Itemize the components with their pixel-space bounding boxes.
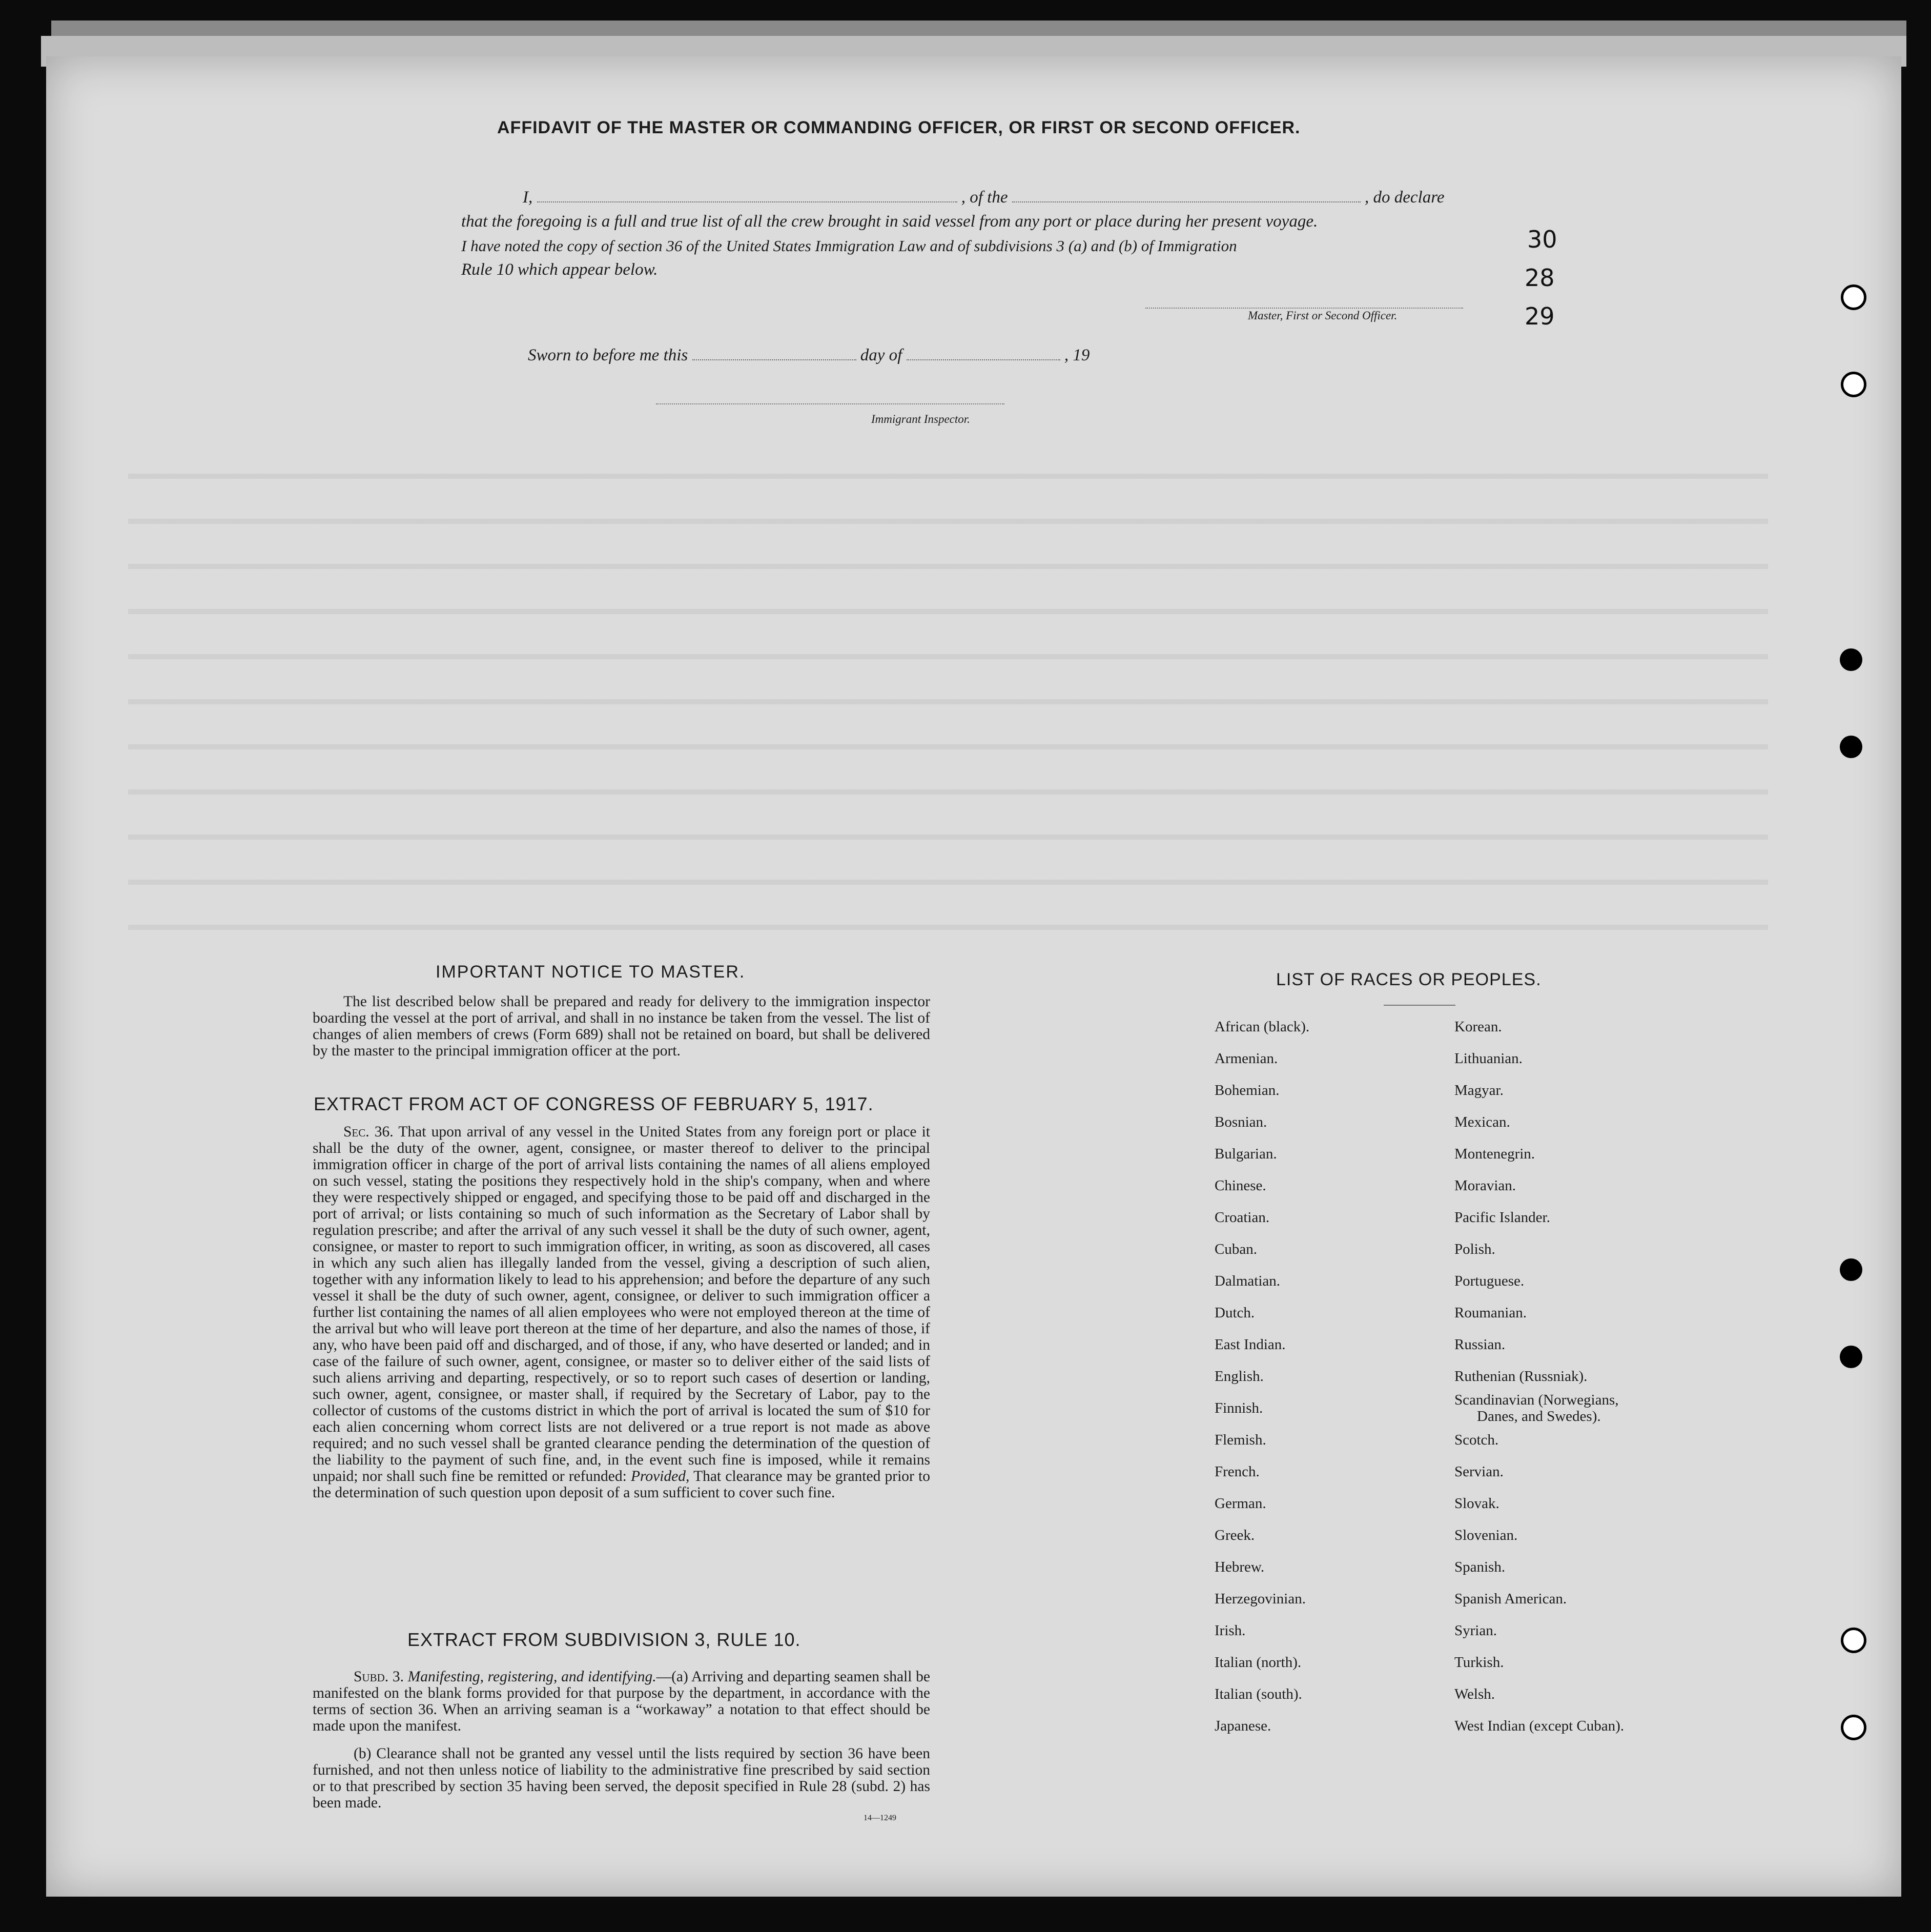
race-item: Portuguese.	[1454, 1273, 1525, 1289]
declaration-line-4: Rule 10 which appear below.	[461, 260, 658, 279]
race-item: Bosnian.	[1215, 1114, 1267, 1130]
i-label: I,	[523, 188, 533, 207]
binder-hole-icon	[1841, 284, 1866, 310]
race-item: East Indian.	[1215, 1336, 1286, 1353]
race-item: Italian (south).	[1215, 1686, 1302, 1702]
subd-heading: Manifesting, registering, and identifying.	[407, 1669, 656, 1685]
notice-text: The list described below shall be prepared and ready for delivery to the immigration inspector boarding the vessel at the port of arrival, and shall in no instance be taken from the vessel. The list of changes of alien members of crews (Form 689) shall not be retained on board, but shall be delivered by the master to the principal immigration officer at the port.	[313, 993, 930, 1059]
master-signature-line	[1145, 307, 1463, 309]
race-item: Ruthenian (Russniak).	[1454, 1368, 1588, 1385]
race-item: Scotch.	[1454, 1432, 1499, 1448]
year-label: , 19	[1064, 346, 1090, 364]
race-item: Turkish.	[1454, 1654, 1504, 1671]
inspector-caption: Immigrant Inspector.	[871, 413, 970, 425]
master-caption: Master, First or Second Officer.	[1248, 309, 1398, 322]
race-item: Cuban.	[1215, 1241, 1257, 1257]
day-of-label: day of	[860, 346, 902, 364]
race-item: Montenegrin.	[1454, 1146, 1535, 1162]
rule-extract-text-a	[313, 1669, 930, 1734]
handwritten-number-3: 29	[1525, 302, 1555, 330]
rule-extract-title: EXTRACT FROM SUBDIVISION 3, RULE 10.	[407, 1629, 801, 1650]
sworn-month-blank	[907, 346, 1060, 360]
inspector-signature-line	[656, 402, 1004, 404]
binder-hole-icon	[1840, 1346, 1862, 1368]
declaration-line-3: I have noted the copy of section 36 of the United States Immigration Law and of subdivisions 3 (a) and (b) of Immigration	[461, 237, 1237, 255]
race-item: Greek.	[1215, 1527, 1255, 1543]
act-extract-title: EXTRACT FROM ACT OF CONGRESS OF FEBRUARY 5, 1917.	[314, 1093, 874, 1114]
race-item: French.	[1215, 1463, 1260, 1480]
sworn-day-blank	[692, 346, 856, 360]
race-item: Slovak.	[1454, 1495, 1499, 1512]
sec-body-end: That clearance may be granted prior to the determination of such question upon deposit of a sum sufficient to cover such fine.	[313, 1468, 930, 1501]
act-extract-text	[313, 1124, 930, 1501]
sworn-label: Sworn to before me this	[528, 346, 688, 364]
race-item: Finnish.	[1215, 1400, 1263, 1416]
race-item: Flemish.	[1215, 1432, 1266, 1448]
binder-hole-icon	[1840, 648, 1862, 671]
name-blank	[537, 188, 957, 202]
race-item: Bohemian.	[1215, 1082, 1280, 1099]
declaration-line-1	[461, 186, 1486, 210]
sworn-line	[528, 346, 1090, 365]
races-title: LIST OF RACES OR PEOPLES.	[1276, 970, 1542, 989]
race-item: Slovenian.	[1454, 1527, 1518, 1543]
race-item: Moravian.	[1454, 1177, 1516, 1194]
race-item: Welsh.	[1454, 1686, 1495, 1702]
binder-hole-icon	[1841, 1715, 1866, 1740]
race-item: Japanese.	[1215, 1718, 1271, 1734]
race-item: Russian.	[1454, 1336, 1506, 1353]
race-item: Spanish.	[1454, 1559, 1506, 1575]
race-item: West Indian (except Cuban).	[1454, 1718, 1625, 1734]
sec-label: Sec. 36.	[343, 1124, 394, 1140]
handwritten-number-2: 28	[1525, 264, 1555, 292]
binder-hole-icon	[1840, 1258, 1862, 1281]
race-item: Dutch.	[1215, 1305, 1255, 1321]
vessel-blank	[1012, 188, 1361, 202]
race-item: Armenian.	[1215, 1050, 1278, 1067]
form-number: 14—1249	[864, 1814, 896, 1822]
race-item: Hebrew.	[1215, 1559, 1265, 1575]
bleed-through-texture	[128, 441, 1768, 953]
race-item: Lithuanian.	[1454, 1050, 1523, 1067]
race-item: African (black).	[1215, 1019, 1310, 1035]
race-item: Korean.	[1454, 1019, 1502, 1035]
sec-body: That upon arrival of any vessel in the United States from any foreign port or place it shall be the duty of the owner, agent, consignee, or master thereof to deliver to the principal immigration officer in charge of the port of arrival lists containing the names of all aliens employed on such vessel, stating the positions they respectively hold in the ship's company, when and where they were respectively shipped or engaged, and specifying those to be paid off and discharged in the port of arrival; or lists containing so much of such information as the Secretary of Labor shall by regulation prescribe; and after the arrival of any such vessel it shall be the duty of such owner, agent, consignee, or master to report to such immigration officer, in writing, as soon as discovered, all cases in which any such alien has illegally landed from the vessel, giving a description of such alien, together with any information likely to lead to his apprehension; and before the departure of any such vessel it shall be the duty of such owner, agent, consignee, or deliver to such immigration officer a further list containing the names of all alien employees who were not employed thereon at the time of the arrival but who will leave port thereon at the time of her departure, and also the names of those, if any, who have been paid off and discharged, and of those, if any, who have deserted or landed; and in case of the failure of such owner, agent, consignee, or master so to deliver either of the said lists of such aliens arriving and departing, respectively, or so to report such cases of desertion or landing, such owner, agent, consignee, or master shall, if required by the Secretary of Labor, pay to the collector of customs of the customs district in which the port of arrival is located the sum of $10 for each alien concerning whom correct lists are not delivered or a true report is not made as above required; and no such vessel shall be granted clearance pending the determination of the question of the liability to the payment of such fine, and, in the event such fine is imposed, while it remains unpaid; nor shall such fine be remitted or refunded:	[313, 1124, 931, 1484]
race-item: Croatian.	[1215, 1209, 1270, 1226]
document-sheet	[46, 56, 1901, 1897]
binder-hole-icon	[1841, 1628, 1866, 1653]
race-item: Irish.	[1215, 1622, 1246, 1639]
race-item: Chinese.	[1215, 1177, 1266, 1194]
rule-extract-text-b: (b) Clearance shall not be granted any vessel until the lists required by section 36 have been furnished, and not then unless notice of liability to the administrative fine prescribed by said section or to that prescribed by section 35 having been served, the deposit specified in Rule 28 (subd. 2) has been made.	[313, 1745, 930, 1811]
races-title-rule	[1384, 1005, 1455, 1006]
race-item: Syrian.	[1454, 1622, 1497, 1639]
race-item: German.	[1215, 1495, 1266, 1512]
declaration-line-2: that the foregoing is a full and true list of all the crew brought in said vessel from any port or place during her present voyage.	[461, 212, 1318, 231]
race-item: Spanish American.	[1454, 1591, 1567, 1607]
race-item: Magyar.	[1454, 1082, 1504, 1099]
notice-title: IMPORTANT NOTICE TO MASTER.	[436, 962, 746, 982]
subd-text-a: —(a) Arriving and departing seamen shall be manifested on the blank forms provided for that purpose by the department, in accordance with the terms of section 36. When an arriving seaman is a “workaway” a notation to that effect should be made upon the manifest.	[313, 1669, 930, 1734]
race-item: Italian (north).	[1215, 1654, 1302, 1671]
race-item: Dalmatian.	[1215, 1273, 1281, 1289]
affidavit-declaration	[461, 186, 1486, 282]
provided-word: Provided,	[630, 1468, 690, 1484]
handwritten-number-1: 30	[1527, 226, 1557, 253]
race-item: Bulgarian.	[1215, 1146, 1277, 1162]
race-item-continuation: Danes, and Swedes).	[1477, 1408, 1601, 1425]
race-item: Polish.	[1454, 1241, 1495, 1257]
race-item: Servian.	[1454, 1463, 1504, 1480]
do-declare-label: , do declare	[1364, 188, 1445, 207]
race-item: Pacific Islander.	[1454, 1209, 1550, 1226]
affidavit-title: AFFIDAVIT OF THE MASTER OR COMMANDING OFFICER, OR FIRST OR SECOND OFFICER.	[497, 118, 1301, 137]
race-item: Scandinavian (Norwegians,	[1454, 1392, 1619, 1408]
race-item: Mexican.	[1454, 1114, 1510, 1130]
race-item: Herzegovinian.	[1215, 1591, 1306, 1607]
race-item: Roumanian.	[1454, 1305, 1527, 1321]
race-item: English.	[1215, 1368, 1264, 1385]
subd-label: Subd. 3.	[354, 1669, 404, 1685]
binder-hole-icon	[1841, 372, 1866, 397]
of-the-label: , of the	[961, 188, 1008, 207]
binder-hole-icon	[1840, 736, 1862, 758]
